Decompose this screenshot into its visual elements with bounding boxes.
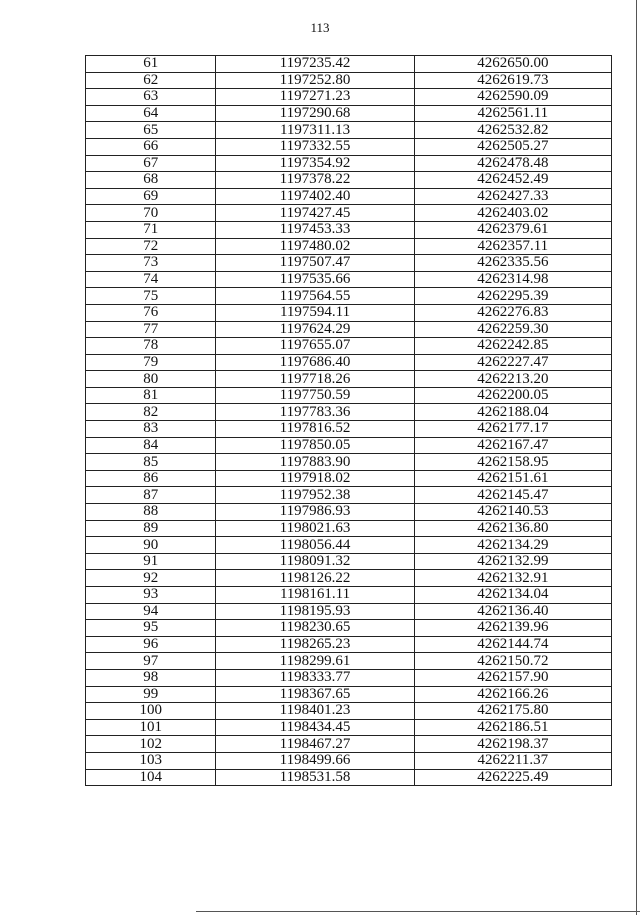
- y-coordinate-cell: 4262478.48: [414, 155, 611, 172]
- table-row: [86, 769, 612, 786]
- y-coordinate-cell: 4262175.80: [414, 703, 611, 720]
- table-row: [86, 387, 612, 404]
- y-coordinate-cell: 4262403.02: [414, 205, 611, 222]
- y-coordinate-cell: 4262276.83: [414, 304, 611, 321]
- table-row: [86, 454, 612, 471]
- y-coordinate-cell: 4262144.74: [414, 636, 611, 653]
- point-number-cell: 83: [86, 421, 216, 438]
- point-number-cell: 88: [86, 504, 216, 521]
- point-number-cell: 91: [86, 553, 216, 570]
- table-row: [86, 669, 612, 686]
- table-row: [86, 736, 612, 753]
- x-coordinate-cell: 1198299.61: [216, 653, 414, 670]
- x-coordinate-cell: 1198531.58: [216, 769, 414, 786]
- point-number-cell: 102: [86, 736, 216, 753]
- point-number-cell: 72: [86, 238, 216, 255]
- x-coordinate-cell: 1197783.36: [216, 404, 414, 421]
- y-coordinate-cell: 4262379.61: [414, 221, 611, 238]
- y-coordinate-cell: 4262177.17: [414, 421, 611, 438]
- y-coordinate-cell: 4262158.95: [414, 454, 611, 471]
- point-number-cell: 92: [86, 570, 216, 587]
- y-coordinate-cell: 4262650.00: [414, 56, 611, 73]
- point-number-cell: 103: [86, 752, 216, 769]
- x-coordinate-cell: 1198195.93: [216, 603, 414, 620]
- y-coordinate-cell: 4262145.47: [414, 487, 611, 504]
- x-coordinate-cell: 1198434.45: [216, 719, 414, 736]
- point-number-cell: 69: [86, 188, 216, 205]
- x-coordinate-cell: 1197594.11: [216, 304, 414, 321]
- y-coordinate-cell: 4262314.98: [414, 271, 611, 288]
- x-coordinate-cell: 1198333.77: [216, 669, 414, 686]
- x-coordinate-cell: 1197655.07: [216, 338, 414, 355]
- table-row: [86, 470, 612, 487]
- table-row: [86, 205, 612, 222]
- point-number-cell: 84: [86, 437, 216, 454]
- x-coordinate-cell: 1197290.68: [216, 105, 414, 122]
- x-coordinate-cell: 1197378.22: [216, 172, 414, 189]
- y-coordinate-cell: 4262140.53: [414, 504, 611, 521]
- y-coordinate-cell: 4262213.20: [414, 371, 611, 388]
- point-number-cell: 86: [86, 470, 216, 487]
- x-coordinate-cell: 1198230.65: [216, 620, 414, 637]
- x-coordinate-cell: 1197535.66: [216, 271, 414, 288]
- table-row: [86, 338, 612, 355]
- table-row: [86, 122, 612, 139]
- table-row: [86, 487, 612, 504]
- table-row: [86, 636, 612, 653]
- point-number-cell: 70: [86, 205, 216, 222]
- x-coordinate-cell: 1197718.26: [216, 371, 414, 388]
- table-row: [86, 719, 612, 736]
- y-coordinate-cell: 4262132.99: [414, 553, 611, 570]
- point-number-cell: 65: [86, 122, 216, 139]
- point-number-cell: 71: [86, 221, 216, 238]
- table-row: [86, 172, 612, 189]
- table-row: [86, 752, 612, 769]
- table-row: [86, 520, 612, 537]
- x-coordinate-cell: 1197427.45: [216, 205, 414, 222]
- x-coordinate-cell: 1197402.40: [216, 188, 414, 205]
- y-coordinate-cell: 4262561.11: [414, 105, 611, 122]
- x-coordinate-cell: 1198499.66: [216, 752, 414, 769]
- x-coordinate-cell: 1197624.29: [216, 321, 414, 338]
- y-coordinate-cell: 4262186.51: [414, 719, 611, 736]
- x-coordinate-cell: 1198091.32: [216, 553, 414, 570]
- x-coordinate-cell: 1197235.42: [216, 56, 414, 73]
- x-coordinate-cell: 1198467.27: [216, 736, 414, 753]
- page-number: 113: [310, 20, 330, 35]
- y-coordinate-cell: 4262166.26: [414, 686, 611, 703]
- table-row: [86, 537, 612, 554]
- x-coordinate-cell: 1197311.13: [216, 122, 414, 139]
- y-coordinate-cell: 4262211.37: [414, 752, 611, 769]
- y-coordinate-cell: 4262139.96: [414, 620, 611, 637]
- table-row: [86, 321, 612, 338]
- table-row: [86, 620, 612, 637]
- x-coordinate-cell: 1197952.38: [216, 487, 414, 504]
- y-coordinate-cell: 4262357.11: [414, 238, 611, 255]
- table-row: [86, 703, 612, 720]
- table-row: [86, 188, 612, 205]
- x-coordinate-cell: 1197883.90: [216, 454, 414, 471]
- table-row: [86, 72, 612, 89]
- x-coordinate-cell: 1197252.80: [216, 72, 414, 89]
- point-number-cell: 104: [86, 769, 216, 786]
- table-row: [86, 437, 612, 454]
- point-number-cell: 80: [86, 371, 216, 388]
- point-number-cell: 95: [86, 620, 216, 637]
- y-coordinate-cell: 4262157.90: [414, 669, 611, 686]
- y-coordinate-cell: 4262505.27: [414, 138, 611, 155]
- table-row: [86, 587, 612, 604]
- table-row: [86, 553, 612, 570]
- point-number-cell: 78: [86, 338, 216, 355]
- y-coordinate-cell: 4262335.56: [414, 255, 611, 272]
- y-coordinate-cell: 4262200.05: [414, 387, 611, 404]
- y-coordinate-cell: 4262259.30: [414, 321, 611, 338]
- point-number-cell: 98: [86, 669, 216, 686]
- point-number-cell: 79: [86, 354, 216, 371]
- x-coordinate-cell: 1197354.92: [216, 155, 414, 172]
- point-number-cell: 87: [86, 487, 216, 504]
- x-coordinate-cell: 1198367.65: [216, 686, 414, 703]
- point-number-cell: 77: [86, 321, 216, 338]
- y-coordinate-cell: 4262619.73: [414, 72, 611, 89]
- table-row: [86, 89, 612, 106]
- x-coordinate-cell: 1197507.47: [216, 255, 414, 272]
- y-coordinate-cell: 4262227.47: [414, 354, 611, 371]
- table-body: [86, 56, 612, 786]
- point-number-cell: 63: [86, 89, 216, 106]
- table-row: [86, 686, 612, 703]
- x-coordinate-cell: 1198056.44: [216, 537, 414, 554]
- x-coordinate-cell: 1197918.02: [216, 470, 414, 487]
- y-coordinate-cell: 4262225.49: [414, 769, 611, 786]
- y-coordinate-cell: 4262188.04: [414, 404, 611, 421]
- point-number-cell: 82: [86, 404, 216, 421]
- x-coordinate-cell: 1198401.23: [216, 703, 414, 720]
- point-number-cell: 75: [86, 288, 216, 305]
- point-number-cell: 66: [86, 138, 216, 155]
- x-coordinate-cell: 1197564.55: [216, 288, 414, 305]
- y-coordinate-cell: 4262134.04: [414, 587, 611, 604]
- point-number-cell: 67: [86, 155, 216, 172]
- table-row: [86, 504, 612, 521]
- table-row: [86, 404, 612, 421]
- x-coordinate-cell: 1197332.55: [216, 138, 414, 155]
- x-coordinate-cell: 1198021.63: [216, 520, 414, 537]
- y-coordinate-cell: 4262590.09: [414, 89, 611, 106]
- y-coordinate-cell: 4262532.82: [414, 122, 611, 139]
- point-number-cell: 62: [86, 72, 216, 89]
- y-coordinate-cell: 4262452.49: [414, 172, 611, 189]
- table-row: [86, 255, 612, 272]
- table-row: [86, 271, 612, 288]
- x-coordinate-cell: 1197686.40: [216, 354, 414, 371]
- point-number-cell: 61: [86, 56, 216, 73]
- y-coordinate-cell: 4262295.39: [414, 288, 611, 305]
- y-coordinate-cell: 4262427.33: [414, 188, 611, 205]
- y-coordinate-cell: 4262198.37: [414, 736, 611, 753]
- x-coordinate-cell: 1197816.52: [216, 421, 414, 438]
- x-coordinate-cell: 1197750.59: [216, 387, 414, 404]
- y-coordinate-cell: 4262242.85: [414, 338, 611, 355]
- table-row: [86, 421, 612, 438]
- point-number-cell: 94: [86, 603, 216, 620]
- x-coordinate-cell: 1198126.22: [216, 570, 414, 587]
- table-row: [86, 603, 612, 620]
- x-coordinate-cell: 1197986.93: [216, 504, 414, 521]
- point-number-cell: 99: [86, 686, 216, 703]
- table-row: [86, 653, 612, 670]
- x-coordinate-cell: 1198265.23: [216, 636, 414, 653]
- table-row: [86, 288, 612, 305]
- point-number-cell: 81: [86, 387, 216, 404]
- point-number-cell: 90: [86, 537, 216, 554]
- point-number-cell: 68: [86, 172, 216, 189]
- point-number-cell: 74: [86, 271, 216, 288]
- point-number-cell: 73: [86, 255, 216, 272]
- point-number-cell: 96: [86, 636, 216, 653]
- table-row: [86, 238, 612, 255]
- x-coordinate-cell: 1197480.02: [216, 238, 414, 255]
- page-edge-bottom: [196, 911, 640, 912]
- table-row: [86, 221, 612, 238]
- x-coordinate-cell: 1198161.11: [216, 587, 414, 604]
- page-edge-right: [636, 0, 637, 915]
- point-number-cell: 93: [86, 587, 216, 604]
- y-coordinate-cell: 4262136.80: [414, 520, 611, 537]
- point-number-cell: 76: [86, 304, 216, 321]
- y-coordinate-cell: 4262134.29: [414, 537, 611, 554]
- table-row: [86, 354, 612, 371]
- point-number-cell: 101: [86, 719, 216, 736]
- point-number-cell: 100: [86, 703, 216, 720]
- point-number-cell: 85: [86, 454, 216, 471]
- table-row: [86, 155, 612, 172]
- y-coordinate-cell: 4262132.91: [414, 570, 611, 587]
- point-number-cell: 97: [86, 653, 216, 670]
- table-row: [86, 570, 612, 587]
- y-coordinate-cell: 4262167.47: [414, 437, 611, 454]
- y-coordinate-cell: 4262151.61: [414, 470, 611, 487]
- y-coordinate-cell: 4262136.40: [414, 603, 611, 620]
- table-row: [86, 304, 612, 321]
- table-row: [86, 138, 612, 155]
- table-row: [86, 371, 612, 388]
- x-coordinate-cell: 1197271.23: [216, 89, 414, 106]
- table-row: [86, 105, 612, 122]
- point-number-cell: 64: [86, 105, 216, 122]
- x-coordinate-cell: 1197453.33: [216, 221, 414, 238]
- x-coordinate-cell: 1197850.05: [216, 437, 414, 454]
- point-number-cell: 89: [86, 520, 216, 537]
- table-row: [86, 56, 612, 73]
- coordinate-table: [85, 55, 612, 786]
- y-coordinate-cell: 4262150.72: [414, 653, 611, 670]
